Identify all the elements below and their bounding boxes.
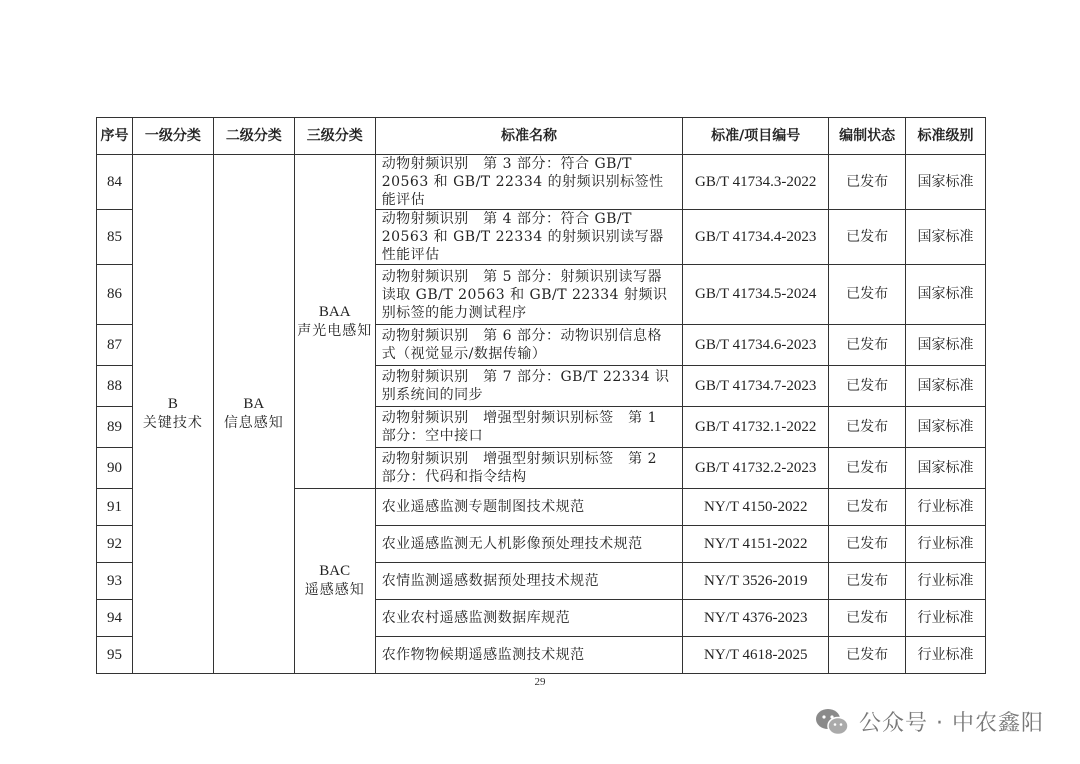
level2-code: BA <box>243 396 265 412</box>
watermark-text: 公众号 · 中农鑫阳 <box>859 711 1044 736</box>
wechat-icon <box>815 708 849 736</box>
header-level3: 三级分类 <box>294 118 375 155</box>
standards-table <box>96 117 986 674</box>
level3b-code: BAC <box>319 563 351 579</box>
row-number: 91 <box>97 489 133 526</box>
row-number: 92 <box>97 526 133 563</box>
standard-grade: 国家标准 <box>906 325 986 366</box>
level1-name: 关键技术 <box>142 415 203 431</box>
standard-name: 动物射频识别 第 3 部分：符合 GB/T 20563 和 GB/T 22334 的射频识别标签性能评估 <box>375 155 683 210</box>
standard-code: NY/T 4376-2023 <box>683 600 829 637</box>
standard-name: 动物射频识别 第 6 部分：动物识别信息格式（视觉显示/数据传输） <box>375 325 683 366</box>
standard-code: NY/T 4618-2025 <box>683 637 829 674</box>
row-number: 90 <box>97 448 133 489</box>
standard-status: 已发布 <box>829 563 906 600</box>
standard-name: 动物射频识别 第 4 部分：符合 GB/T 20563 和 GB/T 22334 的射频识别读写器性能评估 <box>375 210 683 265</box>
standard-name: 动物射频识别 第 5 部分：射频识别读写器读取 GB/T 20563 和 GB/T 22334 射频识别标签的能力测试程序 <box>375 265 683 325</box>
standard-code: NY/T 4150-2022 <box>683 489 829 526</box>
watermark <box>815 706 1044 737</box>
standard-code: GB/T 41734.6-2023 <box>683 325 829 366</box>
level2-category-cell <box>213 155 294 674</box>
level3b-name: 遥感感知 <box>304 582 365 598</box>
standard-status: 已发布 <box>829 366 906 407</box>
standard-grade: 行业标准 <box>906 637 986 674</box>
level3b-category-cell <box>294 489 375 674</box>
standard-grade: 行业标准 <box>906 600 986 637</box>
standard-name: 农业遥感监测无人机影像预处理技术规范 <box>375 526 683 563</box>
header-seq: 序号 <box>97 118 133 155</box>
level2-name: 信息感知 <box>223 415 284 431</box>
standard-status: 已发布 <box>829 325 906 366</box>
row-number: 94 <box>97 600 133 637</box>
standard-name: 动物射频识别 增强型射频识别标签 第 1 部分：空中接口 <box>375 407 683 448</box>
standard-code: GB/T 41734.3-2022 <box>683 155 829 210</box>
level3a-code: BAA <box>318 303 351 320</box>
standard-status: 已发布 <box>829 489 906 526</box>
row-number: 88 <box>97 366 133 407</box>
standard-code: GB/T 41734.5-2024 <box>683 265 829 325</box>
standard-code: GB/T 41734.7-2023 <box>683 366 829 407</box>
standard-name: 农情监测遥感数据预处理技术规范 <box>375 563 683 600</box>
table-header-row <box>97 118 986 155</box>
header-level2: 二级分类 <box>213 118 294 155</box>
standard-name: 农作物物候期遥感监测技术规范 <box>375 637 683 674</box>
standard-grade: 国家标准 <box>906 155 986 210</box>
header-status: 编制状态 <box>829 118 906 155</box>
standard-code: GB/T 41734.4-2023 <box>683 210 829 265</box>
standard-grade: 国家标准 <box>906 210 986 265</box>
standard-status: 已发布 <box>829 210 906 265</box>
page-number: 29 <box>534 676 546 688</box>
standard-code: GB/T 41732.2-2023 <box>683 448 829 489</box>
row-number: 89 <box>97 407 133 448</box>
standard-status: 已发布 <box>829 600 906 637</box>
standard-status: 已发布 <box>829 265 906 325</box>
standard-code: GB/T 41732.1-2022 <box>683 407 829 448</box>
level1-category-cell <box>132 155 213 674</box>
standard-grade: 国家标准 <box>906 366 986 407</box>
standard-grade: 国家标准 <box>906 407 986 448</box>
standard-status: 已发布 <box>829 155 906 210</box>
header-grade: 标准级别 <box>906 118 986 155</box>
level1-code: B <box>167 396 178 412</box>
level3a-category-cell <box>294 155 375 489</box>
standard-name: 农业农村遥感监测数据库规范 <box>375 600 683 637</box>
row-number: 85 <box>97 210 133 265</box>
row-number: 84 <box>97 155 133 210</box>
row-number: 86 <box>97 265 133 325</box>
standard-grade: 国家标准 <box>906 265 986 325</box>
standard-code: NY/T 3526-2019 <box>683 563 829 600</box>
standard-status: 已发布 <box>829 526 906 563</box>
standard-code: NY/T 4151-2022 <box>683 526 829 563</box>
row-number: 87 <box>97 325 133 366</box>
table-row <box>97 155 986 210</box>
standard-status: 已发布 <box>829 637 906 674</box>
header-name: 标准名称 <box>375 118 683 155</box>
standard-name: 动物射频识别 增强型射频识别标签 第 2 部分：代码和指令结构 <box>375 448 683 489</box>
level3a-name: 声光电感知 <box>297 322 373 339</box>
row-number: 93 <box>97 563 133 600</box>
standard-grade: 国家标准 <box>906 448 986 489</box>
standard-name: 动物射频识别 第 7 部分：GB/T 22334 识别系统间的同步 <box>375 366 683 407</box>
header-level1: 一级分类 <box>132 118 213 155</box>
header-code: 标准/项目编号 <box>683 118 829 155</box>
standard-status: 已发布 <box>829 407 906 448</box>
row-number: 95 <box>97 637 133 674</box>
standard-name: 农业遥感监测专题制图技术规范 <box>375 489 683 526</box>
standard-grade: 行业标准 <box>906 489 986 526</box>
standard-grade: 行业标准 <box>906 563 986 600</box>
standard-status: 已发布 <box>829 448 906 489</box>
standard-grade: 行业标准 <box>906 526 986 563</box>
